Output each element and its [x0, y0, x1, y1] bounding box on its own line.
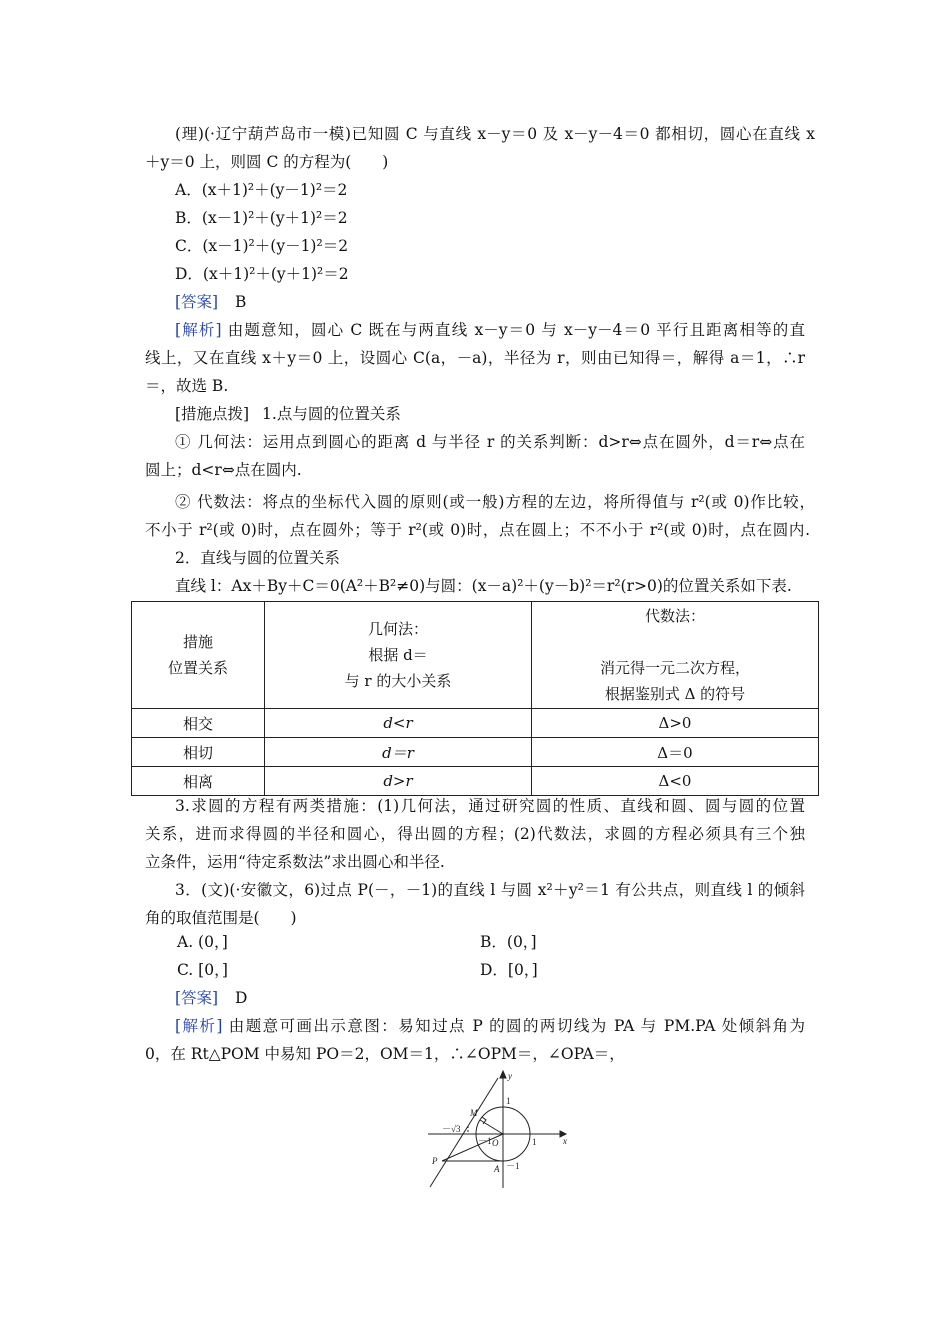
geo-method-line2: 圆上；d<r⇔点在圆内. [145, 461, 302, 479]
table-cell: Δ＝0 [532, 738, 819, 767]
tick-one-right: 1 [532, 1137, 537, 1147]
section3-line1: 3.求圆的方程有两类措施：(1)几何法，通过研究圆的性质、直线和圆、圆与圆的位置 [175, 797, 805, 815]
header-col2-line3: 与 r 的大小关系 [344, 672, 452, 690]
analysis-text: 由题意知，圆心 C 既在与两直线 x－y＝0 与 x－y－4＝0 平行且距离相等的直 [227, 321, 805, 339]
q1-option-b: B．(x－1)²＋(y＋1)²＝2 [175, 209, 348, 227]
table-cell: d＝r [265, 738, 532, 767]
q3-analysis-line2: 0，在 Rt△POM 中易知 PO＝2，OM＝1，∴∠OPM＝，∠OPA＝， [145, 1045, 625, 1063]
analysis-text: 由题意可画出示意图：易知过点 P 的圆的两切线为 PA 与 PM.PA 处倾斜角为 [228, 1017, 805, 1035]
section2-title: 2．直线与圆的位置关系 [175, 549, 340, 567]
analysis-tag: [解析] [175, 321, 222, 339]
table-cell: 相交 [132, 709, 265, 738]
answer-value: D [235, 989, 248, 1007]
header-col3-line4: 根据鉴别式 Δ 的符号 [604, 685, 746, 703]
point-p-label: P [432, 1156, 438, 1166]
tips-heading [175, 400, 845, 428]
header-col1-line2: 位置关系 [167, 659, 228, 677]
table-header-col1 [132, 602, 265, 709]
answer-tag: [答案] [175, 989, 219, 1007]
q3-option-b: B．(0，] [480, 933, 537, 951]
table-cell: d<r [265, 709, 532, 738]
q1-analysis-line3: ＝，故选 B. [145, 377, 229, 395]
q1-analysis-line2: 线上，又在直线 x＋y＝0 上，设圆心 C(a，－a)，半径为 r，则由已知得＝，解得 a＝1，∴r [145, 349, 805, 367]
table-cell: Δ<0 [532, 767, 819, 796]
header-col3-line1: 代数法： [644, 607, 705, 625]
answer-value: B [235, 293, 247, 311]
tips-tag: [措施点拨] [175, 405, 250, 423]
q3-analysis-line1 [175, 1012, 805, 1040]
y-label: y [508, 1071, 512, 1081]
table-cell: d>r [265, 767, 532, 796]
analysis-tag: [解析] [175, 1017, 223, 1035]
header-col3-line3: 消元得一元二次方程， [599, 659, 750, 677]
tangent-line-pm [430, 1078, 498, 1187]
section2-line: 直线 l：Ax＋By＋C＝0(A²＋B²≠0)与圆：(x－a)²＋(y－b)²＝r²(r>0)的位置关系如下表. [175, 577, 792, 595]
q1-stem-line1: (理)(·辽宁葫芦岛市一模)已知圆 C 与直线 x－y＝0 及 x－y－4＝0 都相切，圆心在直线 x [175, 125, 815, 143]
q1-analysis-line1 [175, 316, 805, 344]
point-m-label: M [470, 1108, 478, 1118]
tips-title: 1.点与圆的位置关系 [262, 405, 401, 423]
table-header-col3 [532, 602, 819, 709]
point-o-label: O [492, 1138, 499, 1148]
header-col3-spacer [532, 629, 818, 655]
geo-method-line1: ① 几何法：运用点到圆心的距离 d 与半径 r 的关系判断：d>r⇔点在圆外，d＝r⇔点在 [175, 433, 805, 451]
alg-method-line1: ② 代数法：将点的坐标代入圆的原则(或一般)方程的左边，将所得值与 r²(或 0)作比较， [175, 493, 815, 511]
q3-stem-line1: 3．(文)(·安徽文，6)过点 P(－，－1)的直线 l 与圆 x²＋y²＝1 有公共点，则直线 l 的倾斜 [175, 881, 805, 899]
tick-neg-one-left: －1 [478, 1136, 492, 1146]
tick-neg-sqrt3: －√3 [442, 1124, 461, 1134]
table-row [132, 738, 819, 767]
q1-answer-line [175, 288, 845, 316]
y-axis-arrow [500, 1071, 506, 1078]
q1-option-a: A．(x＋1)²＋(y－1)²＝2 [175, 181, 348, 199]
q3-option-a: A. (0，] [177, 933, 228, 951]
q1-stem-line2: ＋y＝0 上，则圆 C 的方程为( ) [145, 153, 389, 171]
q3-answer-line [175, 984, 845, 1012]
table-header-col2 [265, 602, 532, 709]
table-row [132, 709, 819, 738]
section3-line3: 立条件，运用“待定系数法”求出圆心和半径. [145, 853, 445, 871]
x-label: x [563, 1136, 567, 1146]
table-cell: Δ>0 [532, 709, 819, 738]
table-cell: 相离 [132, 767, 265, 796]
radius-om [480, 1120, 503, 1134]
q1-option-c: C．(x－1)²＋(y－1)²＝2 [175, 237, 349, 255]
answer-tag: [答案] [175, 293, 219, 311]
q3-option-d: D．[0，] [480, 961, 538, 979]
point-a-label: A [494, 1164, 500, 1174]
q3-stem-line2: 角的取值范围是( ) [145, 909, 297, 927]
alg-method-line2: 不小于 r²(或 0)时，点在圆外；等于 r²(或 0)时，点在圆上；不不小于 r²(或 0)时，点在圆内. [145, 521, 810, 539]
tick-neg-one-bottom: －1 [506, 1161, 520, 1171]
header-col2-line2: 根据 d＝ [368, 646, 428, 664]
section3-line2: 关系，进而求得圆的半径和圆心，得出圆的方程；(2)代数法，求圆的方程必须具有三个独 [145, 825, 805, 843]
table-cell: 相切 [132, 738, 265, 767]
q3-option-c: C. [0，] [177, 961, 228, 979]
q1-option-d: D．(x＋1)²＋(y＋1)²＝2 [175, 265, 349, 283]
header-col2-line1: 几何法： [367, 620, 428, 638]
header-col1-line1: 措施 [182, 633, 213, 651]
relation-table [131, 601, 819, 796]
tick-one-top: 1 [506, 1096, 511, 1106]
tangent-diagram [420, 1068, 570, 1190]
